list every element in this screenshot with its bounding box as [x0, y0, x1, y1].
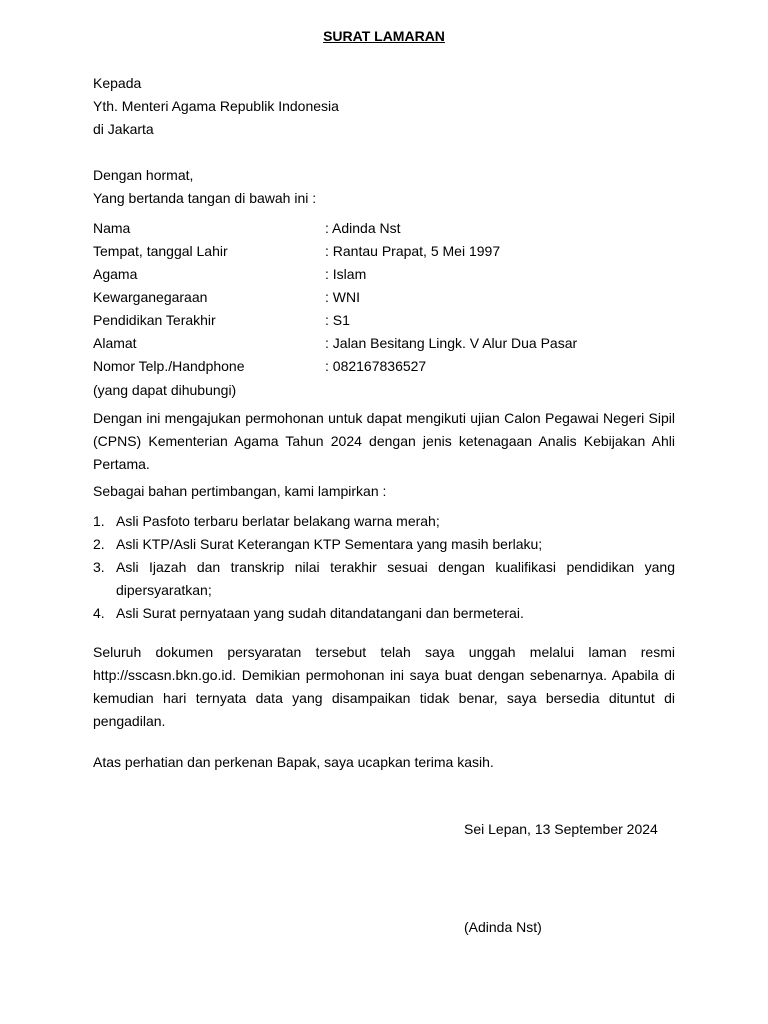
recipient-line-3: di Jakarta — [93, 121, 154, 137]
list-item-number: 2. — [93, 536, 105, 552]
list-item — [93, 556, 675, 602]
field-value-religion: : Islam — [325, 266, 367, 282]
recipient-line-2: Yth. Menteri Agama Republik Indonesia — [93, 98, 339, 114]
list-item-number: 1. — [93, 513, 105, 529]
field-label-birth: Tempat, tanggal Lahir — [93, 243, 228, 259]
list-item-text: Asli KTP/Asli Surat Keterangan KTP Sementara yang masih berlaku; — [116, 536, 543, 552]
body-paragraph: Dengan ini mengajukan permohonan untuk dapat mengikuti ujian Calon Pegawai Negeri Sipil (CPNS) Kementerian Agama Tahun 2024 dengan jenis ketenagaan Analis Kebijakan Ahli Pertama. — [93, 410, 675, 472]
signature-place-date: Sei Lepan, 13 September 2024 — [464, 821, 658, 837]
letter-title: SURAT LAMARAN — [323, 28, 445, 44]
field-label-religion: Agama — [93, 266, 138, 282]
field-value-citizenship: : WNI — [325, 289, 360, 305]
recipient-line-1: Kepada — [93, 75, 142, 91]
field-label-education: Pendidikan Terakhir — [93, 312, 216, 328]
list-item-number: 4. — [93, 605, 105, 621]
greeting: Dengan hormat, — [93, 167, 194, 183]
field-label-citizenship: Kewarganegaraan — [93, 289, 208, 305]
thanks-text: Atas perhatian dan perkenan Bapak, saya ucapkan terima kasih. — [93, 754, 494, 770]
intro-text: Yang bertanda tangan di bawah ini : — [93, 190, 317, 206]
list-item — [93, 602, 675, 625]
closing-paragraph: Seluruh dokumen persyaratan tersebut telah saya unggah melalui laman resmi http://sscasn.bkn.go.id. Demikian permohonan ini saya buat dengan sebenarnya. Apabila di kemudian hari ternyata data yang disampaikan tidak benar, saya bersedia dituntut di pengadilan. — [93, 644, 675, 729]
field-value-education: : S1 — [325, 312, 350, 328]
field-label-phone: Nomor Telp./Handphone — [93, 358, 245, 374]
list-item-number: 3. — [93, 559, 105, 575]
field-label-address: Alamat — [93, 335, 137, 351]
field-label-name: Nama — [93, 220, 131, 236]
field-value-address: : Jalan Besitang Lingk. V Alur Dua Pasar — [325, 335, 578, 351]
list-item — [93, 533, 675, 556]
list-item-text: Asli Surat pernyataan yang sudah ditandatangani dan bermeterai. — [116, 605, 524, 621]
attachments-intro: Sebagai bahan pertimbangan, kami lampirkan : — [93, 483, 387, 499]
field-value-birth: : Rantau Prapat, 5 Mei 1997 — [325, 243, 501, 259]
field-value-phone: : 082167836527 — [325, 358, 427, 374]
list-item-text: Asli Pasfoto terbaru berlatar belakang warna merah; — [116, 513, 440, 529]
list-item — [93, 510, 675, 533]
signature-name: (Adinda Nst) — [464, 919, 542, 935]
field-value-name: : Adinda Nst — [325, 220, 401, 236]
list-item-text: Asli Ijazah dan transkrip nilai terakhir sesuai dengan kualifikasi pendidikan yang dipersyaratkan; — [116, 559, 675, 598]
field-note: (yang dapat dihubungi) — [93, 382, 237, 398]
